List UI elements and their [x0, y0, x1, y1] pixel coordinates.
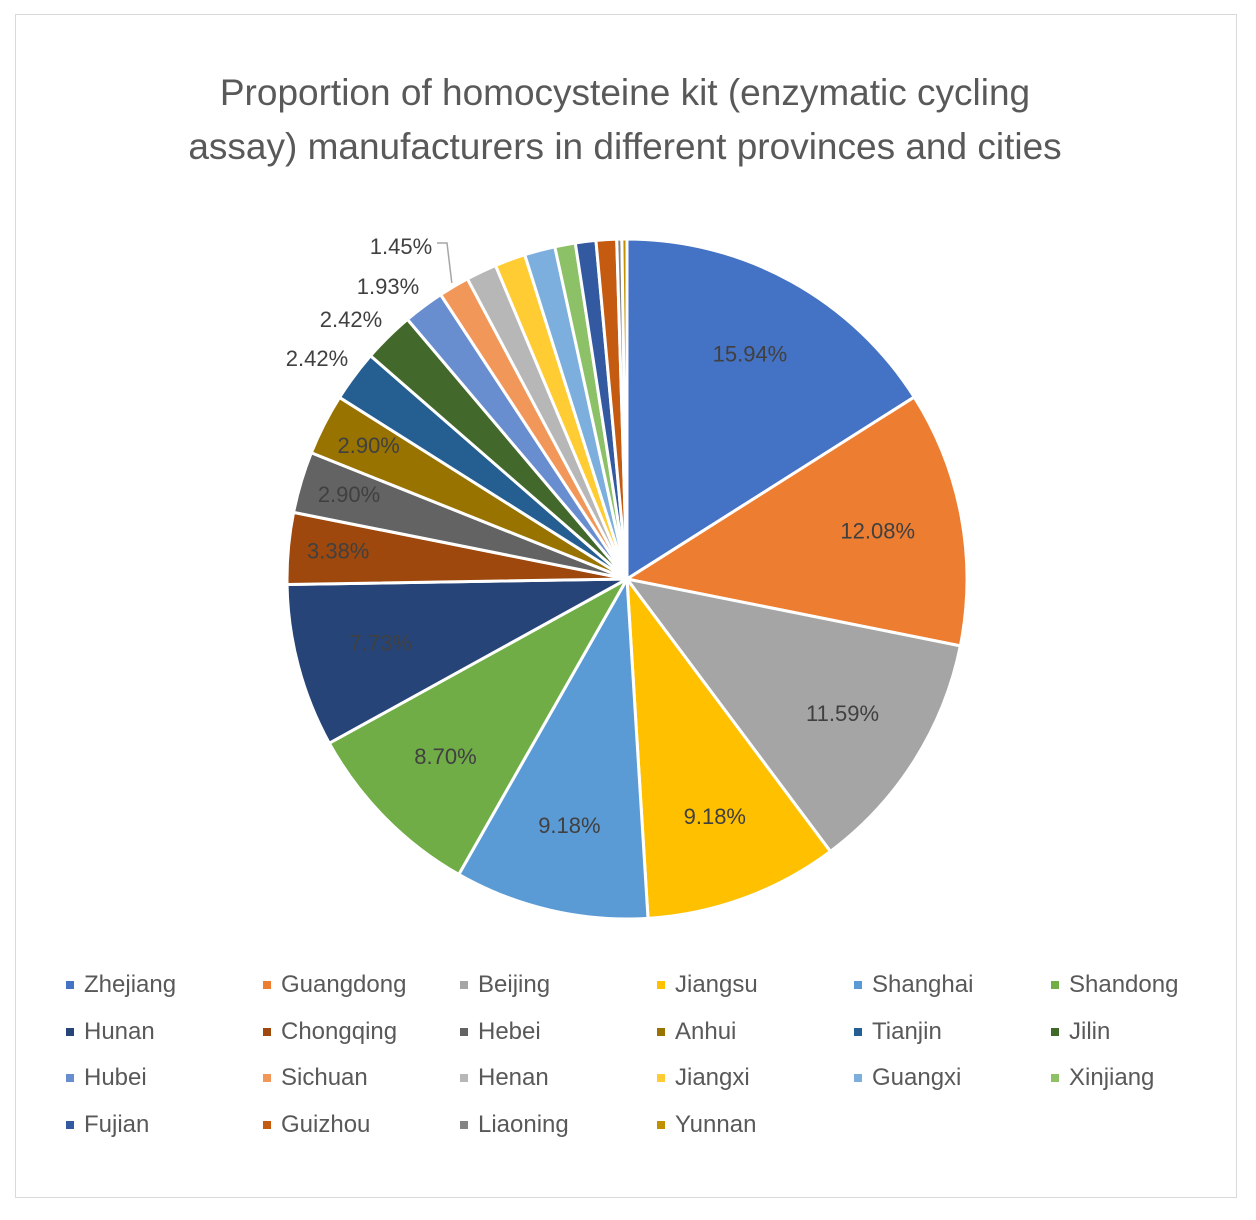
data-label-hubei: 1.93%	[356, 273, 420, 299]
data-label-shandong: 8.70%	[414, 743, 477, 769]
legend-item-guangxi	[848, 1055, 1045, 1102]
legend-swatch	[460, 981, 468, 989]
legend-item-liaoning	[454, 1102, 651, 1149]
legend-label: Yunnan	[675, 1110, 757, 1138]
legend-item-hebei	[454, 1009, 651, 1056]
legend-swatch	[66, 1121, 74, 1129]
legend-item-xinjiang	[1045, 1055, 1242, 1102]
legend-item-zhejiang	[60, 962, 257, 1009]
legend-item-tianjin	[848, 1009, 1045, 1056]
legend-swatch	[460, 1028, 468, 1036]
legend-swatch	[1051, 1028, 1059, 1036]
legend-swatch	[263, 981, 271, 989]
legend-item-hunan	[60, 1009, 257, 1056]
legend-item-guangdong	[257, 962, 454, 1009]
legend-label: Hebei	[478, 1017, 541, 1045]
legend-swatch	[460, 1074, 468, 1082]
legend-swatch	[263, 1074, 271, 1082]
legend-label: Fujian	[84, 1110, 150, 1138]
legend-label: Hunan	[84, 1017, 155, 1045]
legend-item-chongqing	[257, 1009, 454, 1056]
legend-label: Guizhou	[281, 1110, 371, 1138]
legend-swatch	[66, 981, 74, 989]
legend-swatch	[263, 1028, 271, 1036]
legend-label: Xinjiang	[1069, 1064, 1155, 1092]
legend-item-guizhou	[257, 1102, 454, 1149]
data-label-chongqing: 3.38%	[306, 538, 370, 564]
legend-swatch	[854, 981, 862, 989]
data-label-tianjin: 2.42%	[285, 345, 349, 371]
legend-swatch	[66, 1028, 74, 1036]
data-label-jilin: 2.42%	[319, 306, 383, 332]
legend-item-jiangsu	[651, 962, 848, 1009]
legend-item-sichuan	[257, 1055, 454, 1102]
legend-swatch	[460, 1121, 468, 1129]
data-label-guangdong: 12.08%	[840, 518, 916, 544]
legend-swatch	[657, 1074, 665, 1082]
data-label-zhejiang: 15.94%	[712, 341, 788, 367]
legend-item-beijing	[454, 962, 651, 1009]
legend-label: Shanghai	[872, 971, 974, 999]
legend-swatch	[657, 1121, 665, 1129]
legend-item-hubei	[60, 1055, 257, 1102]
legend-swatch	[66, 1074, 74, 1082]
legend-label: Jilin	[1069, 1017, 1111, 1045]
legend-label: Jiangxi	[675, 1064, 750, 1092]
data-label-jiangsu: 9.18%	[683, 804, 747, 830]
chart-title: Proportion of homocysteine kit (enzymatic cycling assay) manufacturers in different provinces and cities	[188, 72, 1062, 167]
legend-label: Jiangsu	[675, 971, 758, 999]
data-label-beijing: 11.59%	[806, 701, 880, 727]
legend-label: Zhejiang	[84, 971, 177, 999]
legend-item-fujian	[60, 1102, 257, 1149]
legend-label: Guangdong	[281, 971, 407, 999]
legend-item-yunnan	[651, 1102, 848, 1149]
legend-label: Beijing	[478, 971, 551, 999]
legend-label: Liaoning	[478, 1110, 569, 1138]
legend-label: Shandong	[1069, 971, 1179, 999]
legend-label: Chongqing	[281, 1017, 398, 1045]
data-label-hunan: 7.73%	[349, 630, 412, 656]
legend-label: Guangxi	[872, 1064, 962, 1092]
legend-item-anhui	[651, 1009, 848, 1056]
legend-label: Sichuan	[281, 1064, 368, 1092]
legend-label: Tianjin	[872, 1017, 942, 1045]
legend-swatch	[1051, 981, 1059, 989]
data-label-anhui: 2.90%	[337, 433, 400, 459]
legend-item-jilin	[1045, 1009, 1242, 1056]
legend-label: Henan	[478, 1064, 549, 1092]
legend-item-henan	[454, 1055, 651, 1102]
legend-label: Anhui	[675, 1017, 737, 1045]
legend-swatch	[854, 1028, 862, 1036]
data-label-sichuan: 1.45%	[369, 233, 433, 259]
chart-legend	[60, 962, 1245, 1148]
legend-swatch	[854, 1074, 862, 1082]
legend-item-shandong	[1045, 962, 1242, 1009]
legend-swatch	[1051, 1074, 1059, 1082]
leader-line-sichuan	[437, 243, 452, 283]
legend-item-shanghai	[848, 962, 1045, 1009]
legend-swatch	[263, 1121, 271, 1129]
data-label-shanghai: 9.18%	[538, 813, 601, 839]
legend-item-jiangxi	[651, 1055, 848, 1102]
legend-swatch	[657, 981, 665, 989]
legend-swatch	[657, 1028, 665, 1036]
data-label-hebei: 2.90%	[317, 482, 381, 508]
legend-label: Hubei	[84, 1064, 147, 1092]
